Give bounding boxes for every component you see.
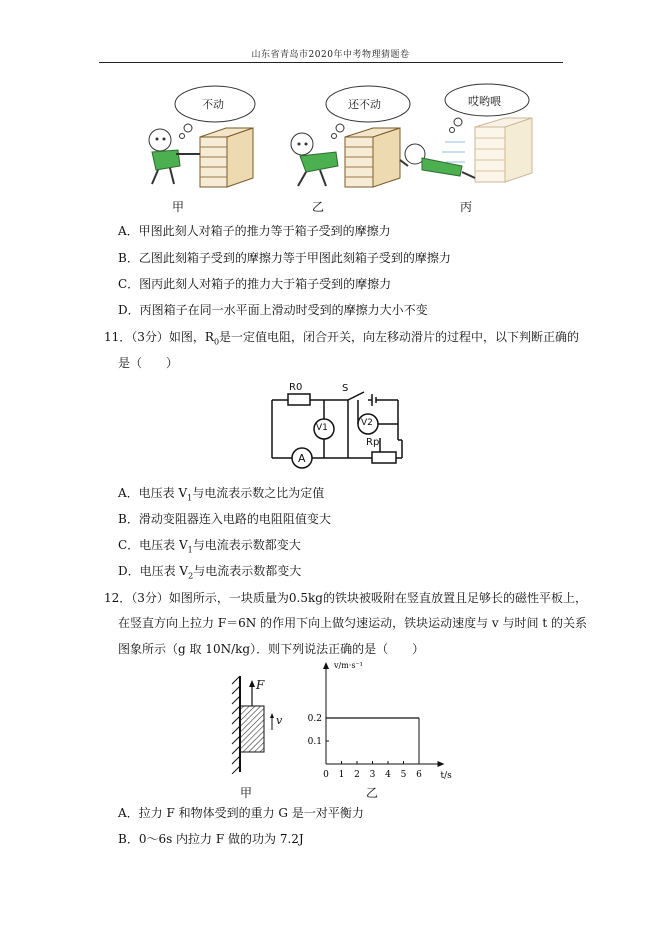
x-tick-label: 0: [323, 770, 329, 780]
q11-option-a: [118, 485, 324, 506]
label-v1: V1: [316, 423, 328, 433]
q11-option-c: [118, 537, 301, 558]
q11-option-c-post: 与电流表示数都变大: [192, 538, 301, 552]
label-velocity-v: v: [276, 714, 283, 727]
label-r0: R0: [289, 382, 303, 393]
label-switch: S: [342, 383, 349, 394]
q11-stem-line2: 是（ ）: [118, 356, 179, 370]
q11-stem-part-a: 11．（3分）如图，R: [104, 330, 214, 344]
figure-caption-jia: 甲: [172, 200, 185, 214]
iron-block: [240, 706, 264, 752]
q10-option-a: A．甲图此刻人对箱子的推力等于箱子受到的摩擦力: [118, 224, 391, 238]
resistor-r0: [288, 394, 310, 405]
label-ammeter: A: [298, 452, 306, 465]
q11-option-a-pre: A．电压表 V: [118, 486, 188, 500]
q11-stem-part-b: 是一定值电阻，闭合开关，向左移动滑片的过程中，以下判断正确的: [219, 330, 580, 344]
label-rp: Rp: [366, 437, 380, 448]
q11-option-b: [118, 511, 331, 527]
bubble-text-jia: 不动: [202, 98, 224, 111]
figure-caption-yi: 乙: [312, 200, 325, 214]
x-tick-label: 1: [338, 770, 345, 780]
x-tick-label: 6: [416, 770, 422, 780]
q12-option-b: B．0～6s 内拉力 F 做的功为 7.2J: [118, 832, 304, 846]
person-bing: [400, 144, 475, 178]
q11-option-a-post: 与电流表示数之比为定值: [192, 486, 325, 500]
q11-stem-subscript: 0: [213, 337, 220, 347]
q12-stem-line3: 图象所示（g 取 10N/kg）．则下列说法正确的是（ ）: [118, 642, 425, 656]
y-tick-label: 0.2: [307, 714, 322, 724]
y-axis-arrow: [323, 662, 329, 669]
x-axis-label: t/s: [440, 771, 452, 781]
q12-stem-line2: 在竖直方向上拉力 F＝6N 的作用下向上做匀速运动，铁块运动速度与 v 与时间 t 的关系: [118, 616, 587, 630]
y-axis-label: v/m·s⁻¹: [334, 661, 363, 670]
label-force-F: F: [256, 678, 265, 692]
x-tick-label: 3: [369, 770, 376, 780]
figure-caption-jia-q12: 甲: [240, 786, 253, 800]
rheostat: [372, 452, 396, 463]
figure-caption-bing: 丙: [460, 200, 473, 214]
q11-option-d: [118, 563, 301, 584]
q11-stem-line1: [104, 329, 579, 350]
x-tick-label: 2: [354, 770, 360, 780]
y-tick-label: 0.1: [307, 737, 322, 747]
q11-option-d-pre: D．电压表 V: [118, 564, 189, 578]
q10-option-c: C．图丙此刻人对箱子的推力大于箱子受到的摩擦力: [118, 277, 392, 291]
bubble-text-bing: 哎哟喂: [468, 95, 501, 108]
header-rule: [99, 62, 563, 63]
circuit-diagram: [268, 380, 408, 472]
velocity-time-chart: [302, 660, 472, 786]
crate-yi: [345, 128, 400, 187]
q11-option-c-pre: C．电压表 V: [118, 538, 188, 552]
q11-option-c-sub: 1: [187, 545, 193, 555]
q10-option-b: B．乙图此刻箱子受到的摩擦力等于甲图此刻箱子受到的摩擦力: [118, 251, 451, 265]
x-axis-arrow: [438, 761, 445, 767]
q11-option-d-sub: 2: [188, 571, 194, 581]
person-yi: [291, 133, 338, 186]
figure-caption-yi-q12: 乙: [366, 786, 379, 800]
bubble-text-yi: 还不动: [348, 98, 381, 111]
q11-option-d-post: 与电流表示数都变大: [193, 564, 302, 578]
q12-option-a: A．拉力 F 和物体受到的重力 G 是一对平衡力: [118, 806, 364, 820]
person-jia: [149, 129, 200, 184]
label-v2: V2: [361, 418, 373, 428]
x-tick-label: 4: [385, 770, 391, 780]
q11-option-b-pre: B．滑动变阻器连入电路的电阻阻值变大: [118, 512, 331, 526]
x-tick-label: 5: [400, 770, 407, 780]
q11-option-a-sub: 1: [187, 493, 193, 503]
q12-stem-line1: 12．（3分）如图所示，一块质量为0.5kg的铁块被吸附在竖直放置且足够长的磁性平板上，: [104, 591, 587, 605]
q10-option-d: D．丙图箱子在同一水平面上滑动时受到的摩擦力大小不变: [118, 303, 428, 317]
page-header: 山东省青岛市2020年中考物理猜题卷: [251, 50, 410, 60]
crate-jia: [200, 128, 253, 187]
